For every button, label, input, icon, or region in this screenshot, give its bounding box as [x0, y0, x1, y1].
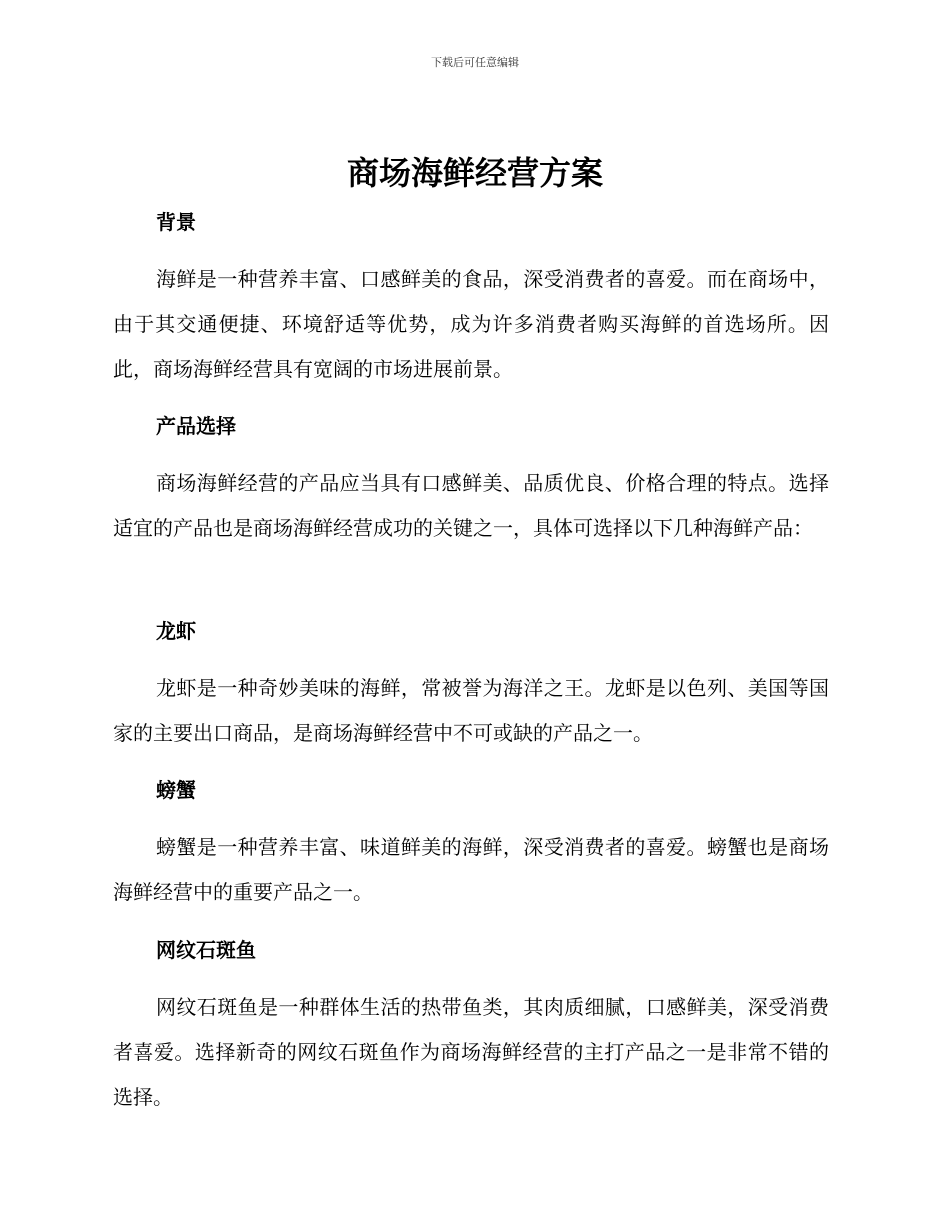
section-heading-lobster: 龙虾: [156, 619, 196, 643]
section-heading-crab: 螃蟹: [156, 778, 196, 802]
section-heading-background: 背景: [156, 210, 196, 234]
document-title: 商场海鲜经营方案: [346, 154, 603, 192]
section-text-product-selection: 商场海鲜经营的产品应当具有口感鲜美、品质优良、价格合理的特点。选择适宜的产品也是商场海鲜经营成功的关键之一，具体可选择以下几种海鲜产品：: [113, 471, 829, 540]
page-header: 下载后可任意编辑: [431, 56, 519, 69]
section-heading-grouper: 网纹石斑鱼: [156, 938, 256, 962]
section-text-lobster: 龙虾是一种奇妙美味的海鲜，常被誉为海洋之王。龙虾是以色列、美国等国家的主要出口商品，是商场海鲜经营中不可或缺的产品之一。: [113, 676, 829, 745]
section-heading-product-selection: 产品选择: [156, 414, 236, 438]
section-text-background: 海鲜是一种营养丰富、口感鲜美的食品，深受消费者的喜爱。而在商场中，由于其交通便捷、环境舒适等优势，成为许多消费者购买海鲜的首选场所。因此，商场海鲜经营具有宽阔的市场进展前景。: [113, 267, 829, 381]
section-text-grouper: 网纹石斑鱼是一种群体生活的热带鱼类，其肉质细腻，口感鲜美，深受消费者喜爱。选择新奇的网纹石斑鱼作为商场海鲜经营的主打产品之一是非常不错的选择。: [113, 995, 829, 1109]
section-text-crab: 螃蟹是一种营养丰富、味道鲜美的海鲜，深受消费者的喜爱。螃蟹也是商场海鲜经营中的重要产品之一。: [113, 835, 829, 904]
